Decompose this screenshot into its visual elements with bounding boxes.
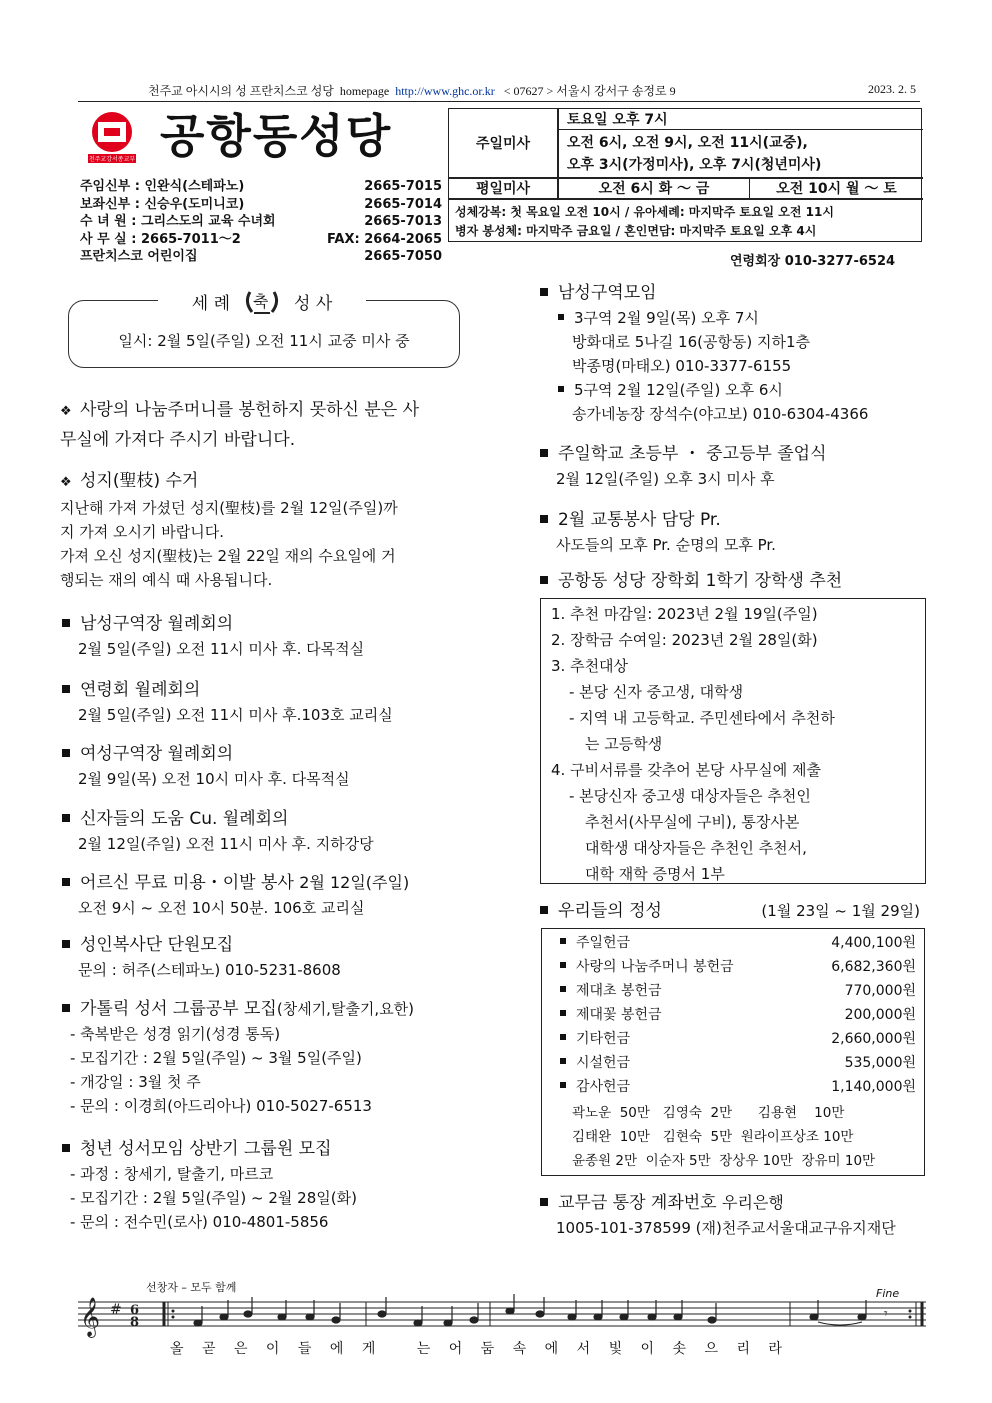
bullet-icon <box>62 1144 70 1152</box>
sunday-mass-label: 주일미사 <box>475 136 531 152</box>
section-haircut: 어르신 무료 미용・이발 봉사 2월 12일(주일) 오전 9시 ~ 오전 10시 50분. 106호 교리실 <box>62 870 472 920</box>
section-traffic: 2월 교통봉사 담당 Pr. 사도들의 모후 Pr. 순명의 모후 Pr. <box>540 507 930 557</box>
staff-row: 수 녀 원 : 그리스도의 교육 수녀회 2665-7013 <box>80 214 442 229</box>
staff-list <box>80 178 442 266</box>
scholarship-box: 1. 추천 마감일: 2023년 2월 19일(주일) 2. 장학금 수여일: 2023년 2월 28일(화) 3. 추천대상 - 본당 신자 중고생, 대학생 - 지역 내 고등학교. 주민센타에서 추천하 는 고등학생 4. 구비서류를 갖추어 본당 사무실에 제출 - 본당신자 중고생 대상자들은 추천인 추천서(사무실에 구비), 통장사본 대학생 대상자들은 추천인 추천서, 대학 재학 증명서 1부 <box>540 598 926 884</box>
homepage-label: homepage <box>339 84 390 98</box>
bullet-icon <box>62 685 70 693</box>
sunday-mass-times: 오전 6시, 오전 9시, 오전 11시(교중), <box>567 135 808 151</box>
issue-date: 2023. 2. 5 <box>868 82 916 96</box>
page-title: 공항동성당 <box>160 109 393 163</box>
section-graduation: 주일학교 초등부 ・ 중고등부 졸업식 2월 12일(주일) 오후 3시 미사 후 <box>540 441 930 491</box>
donor-line: 윤종원 2만 이순자 5만 장상우 10만 장유미 10만 <box>572 1153 876 1169</box>
offering-row: 감사헌금 1,140,000원 <box>560 1075 916 1099</box>
svg-text:8: 8 <box>130 1315 140 1330</box>
svg-text:𝄾: 𝄾 <box>884 1306 888 1322</box>
weekday-mass-time-2: 오전 10시 월 ～ 토 <box>776 181 897 197</box>
weekday-mass-time-1: 오전 6시 화 ～ 금 <box>598 181 710 197</box>
header-info <box>148 82 676 99</box>
section-women-leaders: 여성구역장 월례회의 2월 9일(목) 오전 10시 미사 후. 다목적실 <box>62 741 472 791</box>
offering-row: 시설헌금 535,000원 <box>560 1051 916 1075</box>
bullet-icon <box>540 1198 548 1206</box>
sunday-mass-saturday: 토요일 오후 7시 <box>567 112 668 128</box>
bullet-icon <box>62 619 70 627</box>
mass-schedule-table <box>448 108 922 242</box>
offering-row: 주일헌금 4,400,100원 <box>560 931 916 955</box>
staff-row: 보좌신부 : 신승우(도미니코) 2665-7014 <box>80 196 442 212</box>
offering-row: 기타헌금 2,660,000원 <box>560 1027 916 1051</box>
staff-row: 프란치스코 어린이집 2665-7050 <box>80 249 442 264</box>
bullet-icon <box>62 749 70 757</box>
weekday-mass-label: 평일미사 <box>475 181 531 197</box>
logo-text: 천주교강서종교부 <box>88 156 136 163</box>
section-men-leaders: 남성구역장 월례회의 2월 5일(주일) 오전 11시 미사 후. 다목적실 <box>62 611 472 661</box>
music-lyrics: 올 곧 은 이 들 에 게 는 어 둠 속 에 서 빛 이 솟 으 리 라 <box>170 1341 789 1357</box>
mass-note-1: 성체강복: 첫 목요일 오전 10시 / 유아세례: 마지막주 토요일 오전 11시 <box>455 204 834 219</box>
bullet-icon <box>540 449 548 457</box>
bullet-icon <box>558 386 564 392</box>
offering-row: 사랑의 나눔주머니 봉헌금 6,682,360원 <box>560 955 916 979</box>
section-funeral-assoc: 연령회 월례회의 2월 5일(주일) 오전 11시 미사 후.103호 교리실 <box>62 677 472 727</box>
staff-row: 사 무 실 : 2665-7011～2 FAX: 2664-2065 <box>80 231 442 247</box>
sunday-mass-times-2: 오후 3시(가정미사), 오후 7시(청년미사) <box>567 157 822 173</box>
parish-name: 천주교 아시시의 성 프란치스코 성당 <box>148 84 334 98</box>
bullet-icon <box>540 576 548 584</box>
homepage-url[interactable]: http://www.ghc.or.kr <box>395 84 495 98</box>
offerings-table <box>541 928 925 1176</box>
wreath-icon: 축 <box>242 286 282 316</box>
svg-text:#: # <box>110 1302 122 1318</box>
staff-row: 주임신부 : 인완식(스테파노) 2665-7015 <box>80 179 442 194</box>
diamond-icon: ❖ <box>60 475 72 490</box>
section-offerings: 우리들의 정성 (1월 23일 ~ 1월 29일) <box>540 898 926 924</box>
notice-pouch: ❖ 사랑의 나눔주머니를 봉헌하지 못하신 분은 사 무실에 가져다 주시기 바랍니다. <box>60 400 420 450</box>
donor-line: 곽노운 50만 김영숙 2만 김용현 10만 <box>572 1105 845 1121</box>
donor-line: 김태완 10만 김현숙 5만 원라이프상조 10만 <box>572 1129 854 1145</box>
funeral-assoc-phone: 연령회장 010-3277-6524 <box>730 254 896 269</box>
diamond-icon: ❖ <box>60 404 72 419</box>
header-line <box>78 78 920 102</box>
section-bible-study: 가톨릭 성서 그룹공부 모집(창세기,탈출기,요한) - 축복받은 성경 읽기(성경 통독) - 모집기간 : 2월 5일(주일) ~ 3월 5일(주일) - 개강일 : 3월 첫 주 - 문의 : 이경희(아드리아나) 010-5027-6513 <box>62 996 472 1118</box>
notice-palm: ❖ 성지(聖枝) 수거 지난해 가져 가셨던 성지(聖枝)를 2월 12일(주일)까 지 가져 오시기 바랍니다. 가져 오신 성지(聖枝)는 2월 22일 재의 수요일에 거 행되는 재의 예식 때 사용됩니다. <box>60 471 398 589</box>
section-account: 교무금 통장 계좌번호 우리은행 1005-101-378599 (재)천주교서울대교구유지재단 <box>540 1190 930 1240</box>
bullet-icon <box>558 314 564 320</box>
bullet-icon <box>62 1004 70 1012</box>
section-men-district: 남성구역모임 3구역 2월 9일(목) 오후 7시 방화대로 5나길 16(공항동) 지하1층 박종명(마태오) 010-3377-6155 5구역 2월 12일(주일) 오후 6시 송가네농장 장석수(야고보) 010-6304-4366 <box>540 280 930 426</box>
offering-row: 제대꽃 봉헌금 200,000원 <box>560 1003 916 1027</box>
offering-row: 제대초 봉헌금 770,000원 <box>560 979 916 1003</box>
music-header: 선창자 – 모두 함께 <box>146 1281 237 1294</box>
svg-text:𝄞: 𝄞 <box>80 1297 101 1337</box>
music-fine: Fine <box>876 1287 900 1300</box>
bullet-icon <box>62 940 70 948</box>
bullet-icon <box>540 515 548 523</box>
bullet-icon <box>62 814 70 822</box>
section-youth-bible: 청년 성서모임 상반기 그룹원 모집 - 과정 : 창세기, 탈출기, 마르코 - 모집기간 : 2월 5일(주일) ~ 2월 28일(화) - 문의 : 전수민(로사) 010-4801-5856 <box>62 1136 472 1234</box>
baptism-title: 세 례 축 성 사 <box>158 284 366 318</box>
svg-text:6: 6 <box>130 1303 140 1318</box>
section-scholarship: 공항동 성당 장학회 1학기 장학생 추천 <box>540 568 930 594</box>
bullet-icon <box>540 906 548 914</box>
baptism-date: 일시: 2월 5일(주일) 오전 11시 교중 미사 중 <box>118 332 410 350</box>
parish-logo <box>82 110 142 164</box>
section-credit-union: 신자들의 도움 Cu. 월례회의 2월 12일(주일) 오전 11시 미사 후. 지하강당 <box>62 806 472 856</box>
bullet-icon <box>540 288 548 296</box>
section-altar-servers: 성인복사단 단원모집 문의 : 허주(스테파노) 010-5231-8608 <box>62 932 472 982</box>
address: < 07627 > 서울시 강서구 송정로 9 <box>503 84 676 98</box>
mass-note-2: 병자 봉성체: 마지막주 금요일 / 혼인면담: 마지막주 토요일 오후 4시 <box>455 223 817 238</box>
bullet-icon <box>62 878 70 886</box>
